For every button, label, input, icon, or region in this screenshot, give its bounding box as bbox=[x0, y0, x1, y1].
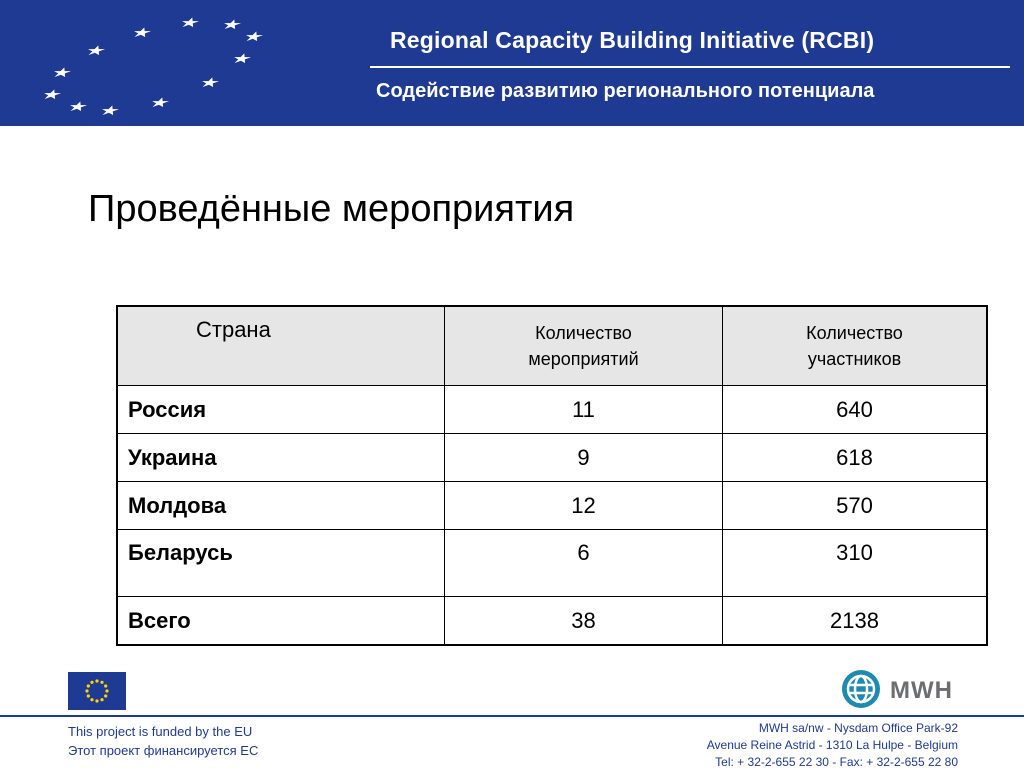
eu-flag-stars bbox=[68, 672, 126, 710]
cell-participants: 640 bbox=[723, 386, 988, 434]
page-title: Проведённые мероприятия bbox=[88, 188, 575, 230]
table-header-row bbox=[117, 306, 987, 386]
banner-title: Regional Capacity Building Initiative (RCBI) bbox=[390, 27, 875, 53]
header-banner bbox=[0, 0, 1024, 126]
star-icon: ★ bbox=[96, 103, 124, 119]
cell-country: Россия bbox=[117, 386, 445, 434]
header-participants-line2: участников bbox=[807, 349, 902, 369]
star-icon: ★ bbox=[176, 15, 204, 31]
cell-country: Украина bbox=[117, 434, 445, 482]
mwh-logo-text: MWH bbox=[890, 677, 953, 704]
star-icon: ★ bbox=[240, 29, 268, 45]
cell-events: 9 bbox=[445, 434, 723, 482]
contact-info bbox=[707, 720, 958, 771]
cell-country: Беларусь bbox=[117, 530, 445, 597]
cell-events: 6 bbox=[445, 530, 723, 597]
banner-divider bbox=[370, 66, 1010, 68]
funding-note-en: This project is funded by the EU bbox=[68, 724, 253, 739]
cell-total-label: Всего bbox=[117, 597, 445, 646]
header-country bbox=[117, 306, 445, 386]
mwh-logo bbox=[842, 670, 962, 710]
eu-flag-icon bbox=[68, 672, 126, 710]
contact-phone: Tel: + 32-2-655 22 30 - Fax: + 32-2-655 22 80 bbox=[715, 755, 958, 769]
cell-participants: 310 bbox=[723, 530, 988, 597]
funding-note bbox=[68, 722, 258, 760]
table-row bbox=[117, 434, 987, 482]
header-participants-line1: Количество bbox=[806, 323, 903, 343]
header-participants bbox=[723, 306, 988, 386]
header-country-label: Страна bbox=[196, 317, 271, 342]
header-events bbox=[445, 306, 723, 386]
header-events-line2: мероприятий bbox=[528, 349, 639, 369]
globe-icon bbox=[842, 670, 880, 708]
funding-note-ru: Этот проект финансируется ЕС bbox=[68, 743, 259, 758]
star-icon: ★ bbox=[228, 51, 256, 67]
table-total-row bbox=[117, 597, 987, 646]
footer-divider bbox=[0, 715, 1024, 717]
star-icon: ★ bbox=[38, 87, 66, 103]
banner-subtitle: Содействие развитию регионального потенциала bbox=[376, 80, 875, 102]
star-icon: ★ bbox=[64, 99, 92, 115]
cell-events: 11 bbox=[445, 386, 723, 434]
star-icon: ★ bbox=[128, 25, 156, 41]
cell-total-events: 38 bbox=[445, 597, 723, 646]
cell-events: 12 bbox=[445, 482, 723, 530]
table-row bbox=[117, 530, 987, 597]
eu-stars-decoration bbox=[0, 0, 340, 126]
cell-participants: 618 bbox=[723, 434, 988, 482]
events-table bbox=[116, 305, 988, 646]
star-icon: ★ bbox=[218, 17, 246, 33]
star-icon: ★ bbox=[196, 75, 224, 91]
cell-country: Молдова bbox=[117, 482, 445, 530]
table-row bbox=[117, 386, 987, 434]
header-events-line1: Количество bbox=[535, 323, 632, 343]
contact-address: MWH sa/nw - Nysdam Office Park-92 bbox=[758, 721, 958, 735]
cell-participants: 570 bbox=[723, 482, 988, 530]
table-row bbox=[117, 482, 987, 530]
contact-city: Avenue Reine Astrid - 1310 La Hulpe - Belgium bbox=[706, 738, 958, 752]
star-icon: ★ bbox=[82, 43, 110, 59]
star-icon: ★ bbox=[48, 65, 76, 81]
cell-total-participants: 2138 bbox=[723, 597, 988, 646]
star-icon: ★ bbox=[146, 95, 174, 111]
